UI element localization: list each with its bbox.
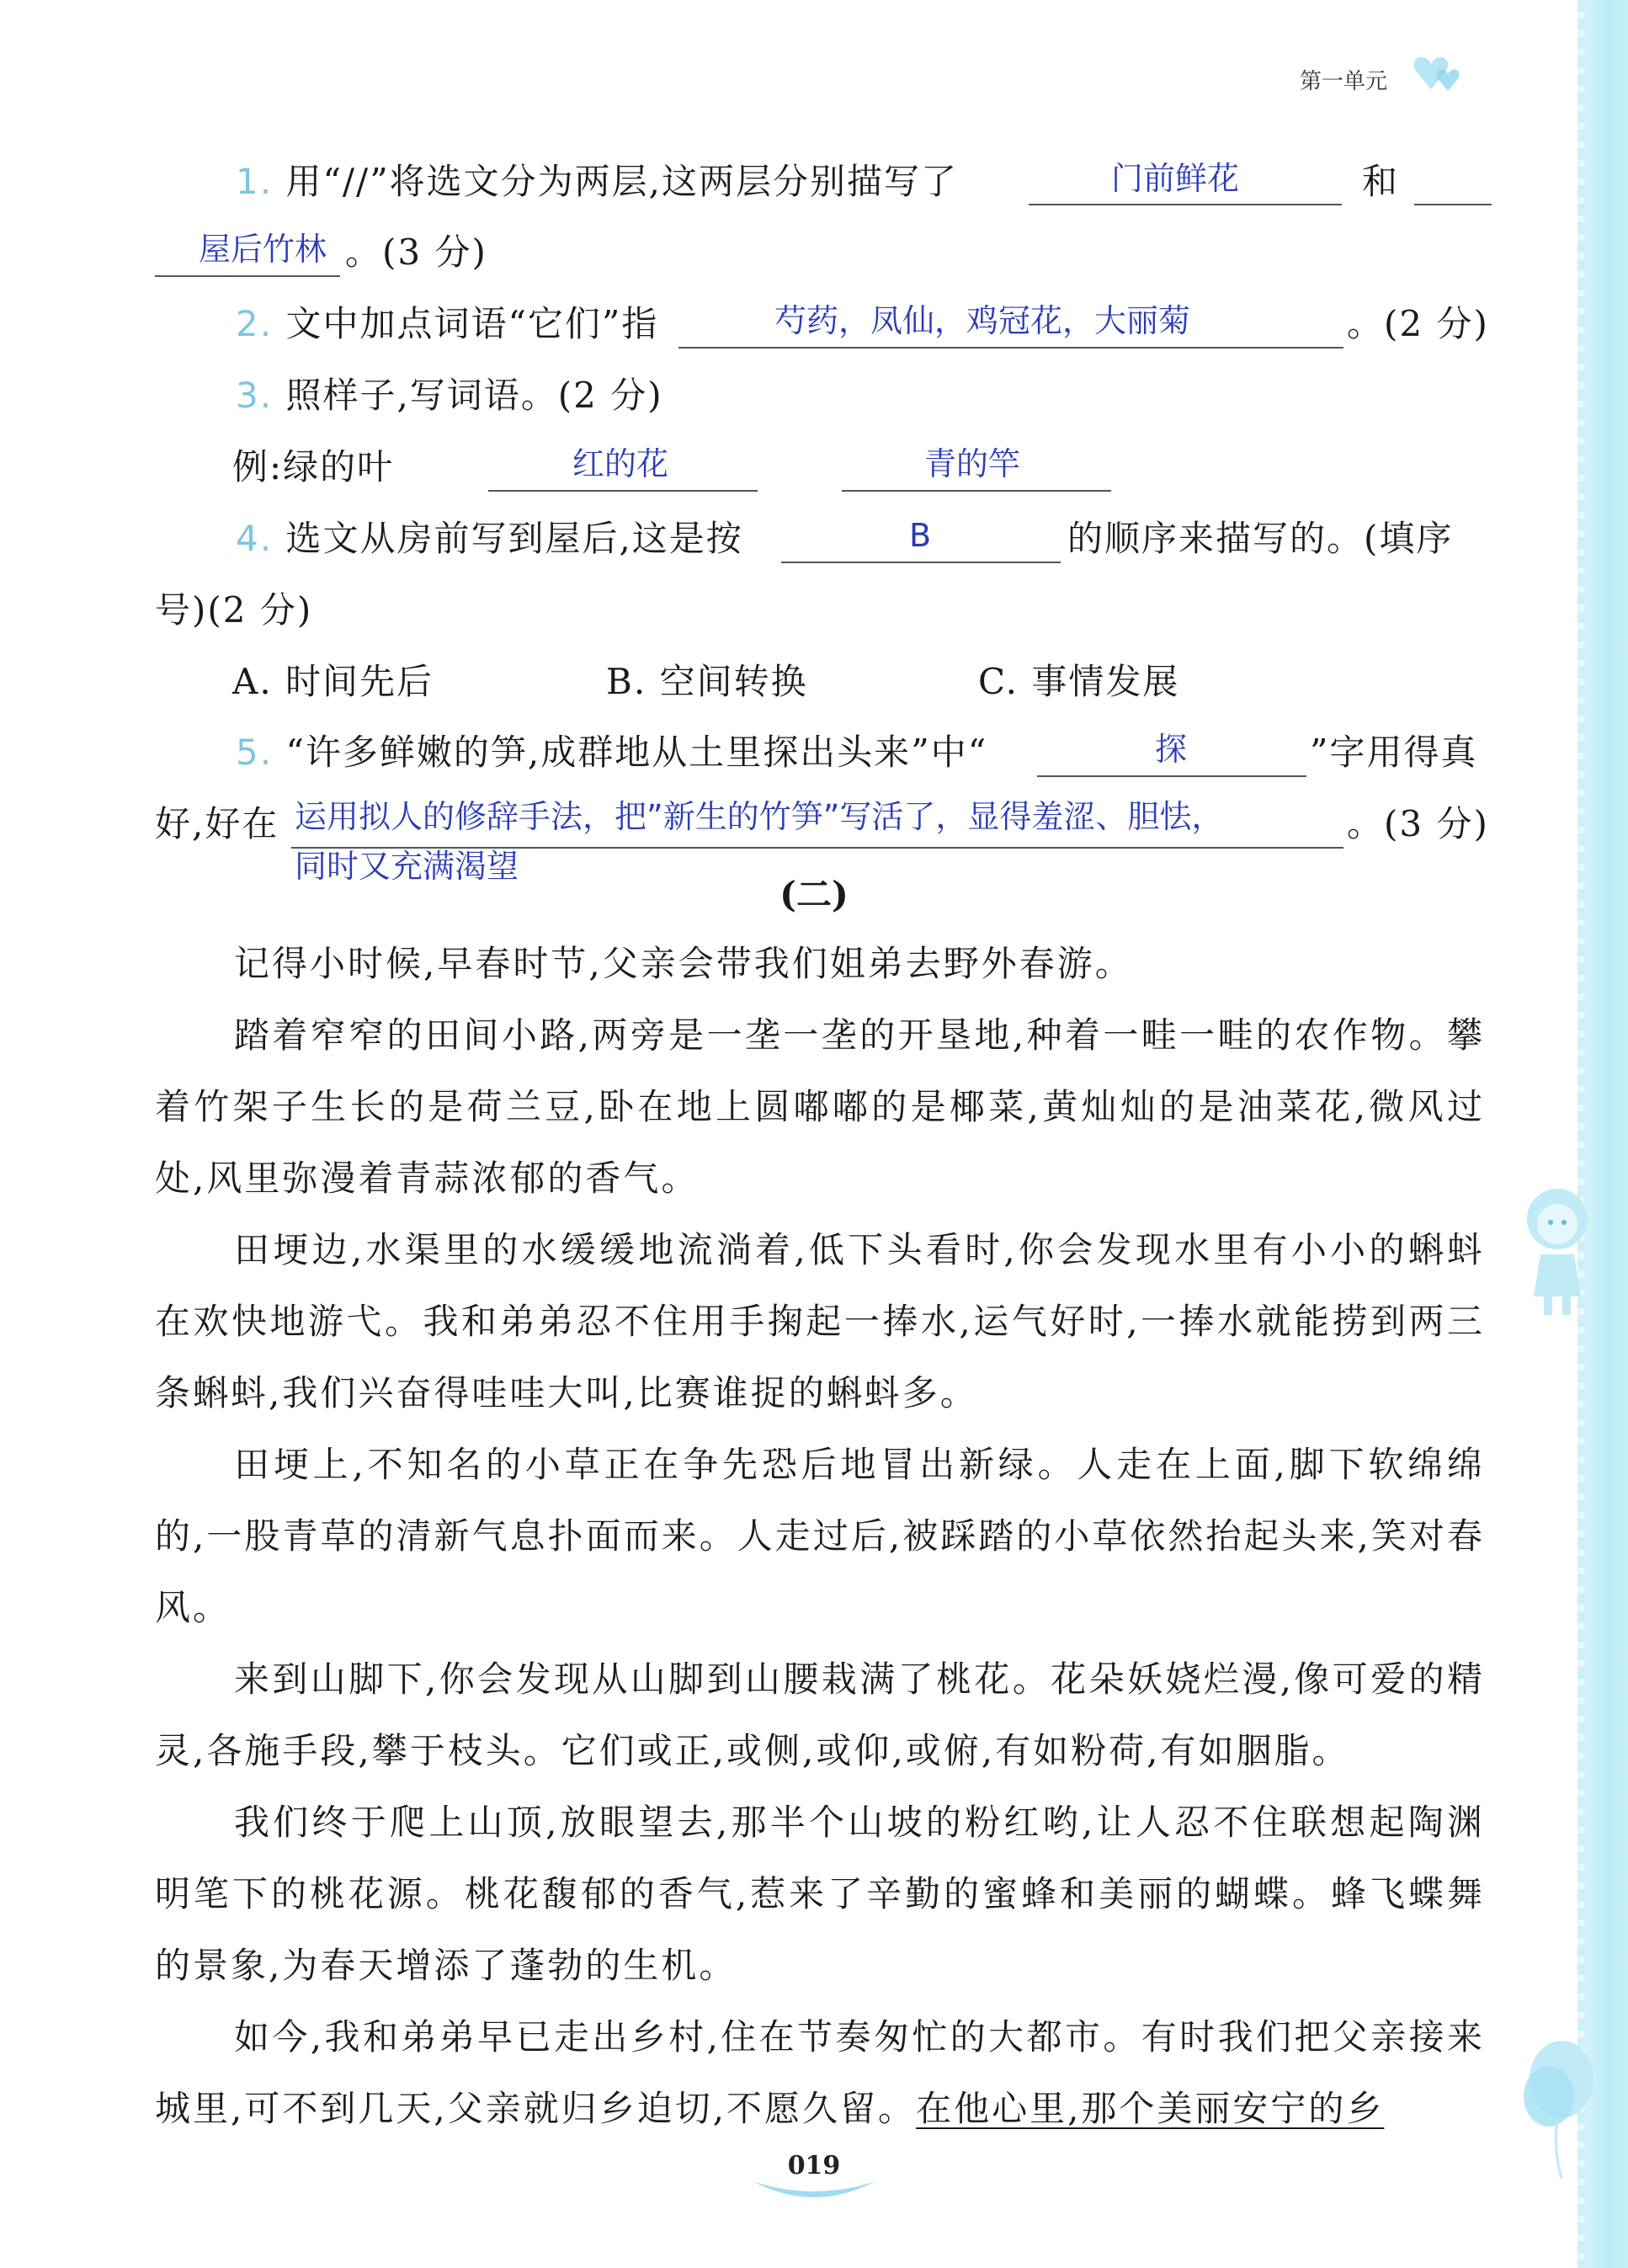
q2-score: 。(2 分) — [1347, 303, 1489, 344]
q5-answer-2-line2: 同时又充满渴望 — [295, 848, 519, 885]
question-5-text: “许多鲜嫩的笋,成群地从土里探出头来”中“ — [285, 732, 988, 773]
q4-option-a: A. 时间先后 — [232, 661, 434, 702]
question-1-number: 1. — [236, 161, 274, 202]
question-2 — [236, 301, 658, 348]
q2-answer: 芍药，凤仙，鸡冠花，大丽菊 — [774, 302, 1191, 339]
question-3 — [236, 372, 663, 419]
page-number: 019 — [787, 2151, 841, 2180]
q3-example: 例:绿的叶 — [232, 446, 395, 487]
question-4 — [236, 515, 743, 562]
q5-text-cont: ”字用得真 — [1310, 732, 1478, 773]
side-decoration-band — [1584, 0, 1628, 2268]
question-4-number: 4. — [236, 518, 274, 559]
q1-answer-2: 屋后竹林 — [199, 231, 327, 268]
q3-blank-2[interactable] — [842, 488, 1111, 492]
question-3-number: 3. — [236, 375, 274, 416]
hearts-icon — [1402, 49, 1477, 108]
passage-paragraph-4: 田埂上,不知名的小草正在争先恐后地冒出新绿。人走在上面,脚下软绵绵的,一股青草的清新气息扑面而来。人走过后,被踩踏的小草依然抬起头来,笑对春风。 — [155, 1444, 1485, 1628]
q1-blank-1[interactable] — [1029, 202, 1342, 205]
q1-score: 。(3 分) — [345, 232, 487, 273]
q4-text-cont: 的顺序来描写的。(填序 — [1067, 518, 1454, 559]
q3-blank-1[interactable] — [488, 488, 758, 492]
q4-option-c: C. 事情发展 — [978, 661, 1180, 702]
question-3-text: 照样子,写词语。(2 分) — [285, 375, 663, 416]
question-1 — [236, 158, 958, 205]
question-1-text: 用“//”将选文分为两层,这两层分别描写了 — [285, 161, 959, 202]
page-number-swoosh-icon — [749, 2176, 879, 2210]
question-5 — [236, 729, 987, 776]
q1-answer-1: 门前鲜花 — [1111, 160, 1240, 197]
q3-answer-2: 青的竿 — [924, 445, 1021, 482]
q1-blank-2a[interactable] — [1414, 202, 1492, 205]
q3-answer-1: 红的花 — [572, 445, 669, 482]
q5-text-good: 好,好在 — [155, 803, 279, 844]
q5-blank-1[interactable] — [1037, 774, 1306, 777]
q4-option-b: B. 空间转换 — [606, 661, 808, 702]
unit-label: 第一单元 — [1300, 69, 1388, 94]
question-4-text: 选文从房前写到屋后,这是按 — [285, 518, 743, 559]
side-decoration-edge — [1577, 0, 1584, 2268]
passage-paragraph-3: 田埂边,水渠里的水缓缓地流淌着,低下头看时,你会发现水里有小小的蝌蚪在欢快地游弋。我和弟弟忍不住用手掬起一捧水,运气好时,一捧水就能捞到两三条蝌蚪,我们兴奋得哇哇大叫,比赛谁捉的蝌蚪多。 — [155, 1229, 1486, 1414]
q5-answer-1: 探 — [1155, 731, 1188, 768]
passage-paragraph-5: 来到山脚下,你会发现从山脚到山腰栽满了桃花。花朵妖娆烂漫,像可爱的精灵,各施手段,攀于枝头。它们或正,或侧,或仰,或俯,有如粉荷,有如胭脂。 — [155, 1658, 1485, 1771]
passage-paragraph-1: 记得小时候,早春时节,父亲会带我们姐弟去野外春游。 — [234, 943, 1133, 984]
q1-and: 和 — [1362, 161, 1400, 202]
q4-answer: B — [909, 517, 932, 554]
passage-paragraph-7-text: 如今,我和弟弟早已走出乡村,住在节奏匆忙的大都市。有时我们把父亲接来城里,可不到几天,父亲就归乡迫切,不愿久留。 — [155, 2016, 1485, 2129]
question-5-number: 5. — [236, 732, 274, 773]
question-2-number: 2. — [236, 303, 274, 344]
q1-blank-2b[interactable] — [155, 274, 340, 277]
q2-blank[interactable] — [678, 345, 1343, 349]
passage-paragraph-2: 踏着窄窄的田间小路,两旁是一垄一垄的开垦地,种着一畦一畦的农作物。攀着竹架子生长的是荷兰豆,卧在地上圆嘟嘟的是椰菜,黄灿灿的是油菜花,微风过处,风里弥漫着青蒜浓郁的香气。 — [155, 1014, 1485, 1199]
passage-paragraph-7 — [155, 2001, 1485, 2144]
q5-score: 。(3 分) — [1347, 803, 1489, 844]
passage-paragraph-6: 我们终于爬上山顶,放眼望去,那半个山坡的粉红哟,让人忍不住联想起陶渊明笔下的桃花源。桃花馥郁的香气,惹来了辛勤的蜜蜂和美丽的蝴蝶。蜂飞蝶舞的景象,为春天增添了蓬勃的生机。 — [155, 1802, 1485, 1986]
q4-blank[interactable] — [781, 560, 1061, 563]
section-title: (二) — [779, 874, 849, 915]
question-2-text: 文中加点词语“它们”指 — [285, 303, 659, 344]
q4-score: 号)(2 分) — [155, 589, 313, 631]
q5-answer-2-line1: 运用拟人的修辞手法，把”新生的竹笋”写活了，显得羞涩、胆怯， — [295, 798, 1224, 835]
passage-underlined-sentence: 在他心里,那个美丽安宁的乡 — [916, 2088, 1385, 2129]
cartoon-girl-icon — [1515, 1179, 1599, 1322]
